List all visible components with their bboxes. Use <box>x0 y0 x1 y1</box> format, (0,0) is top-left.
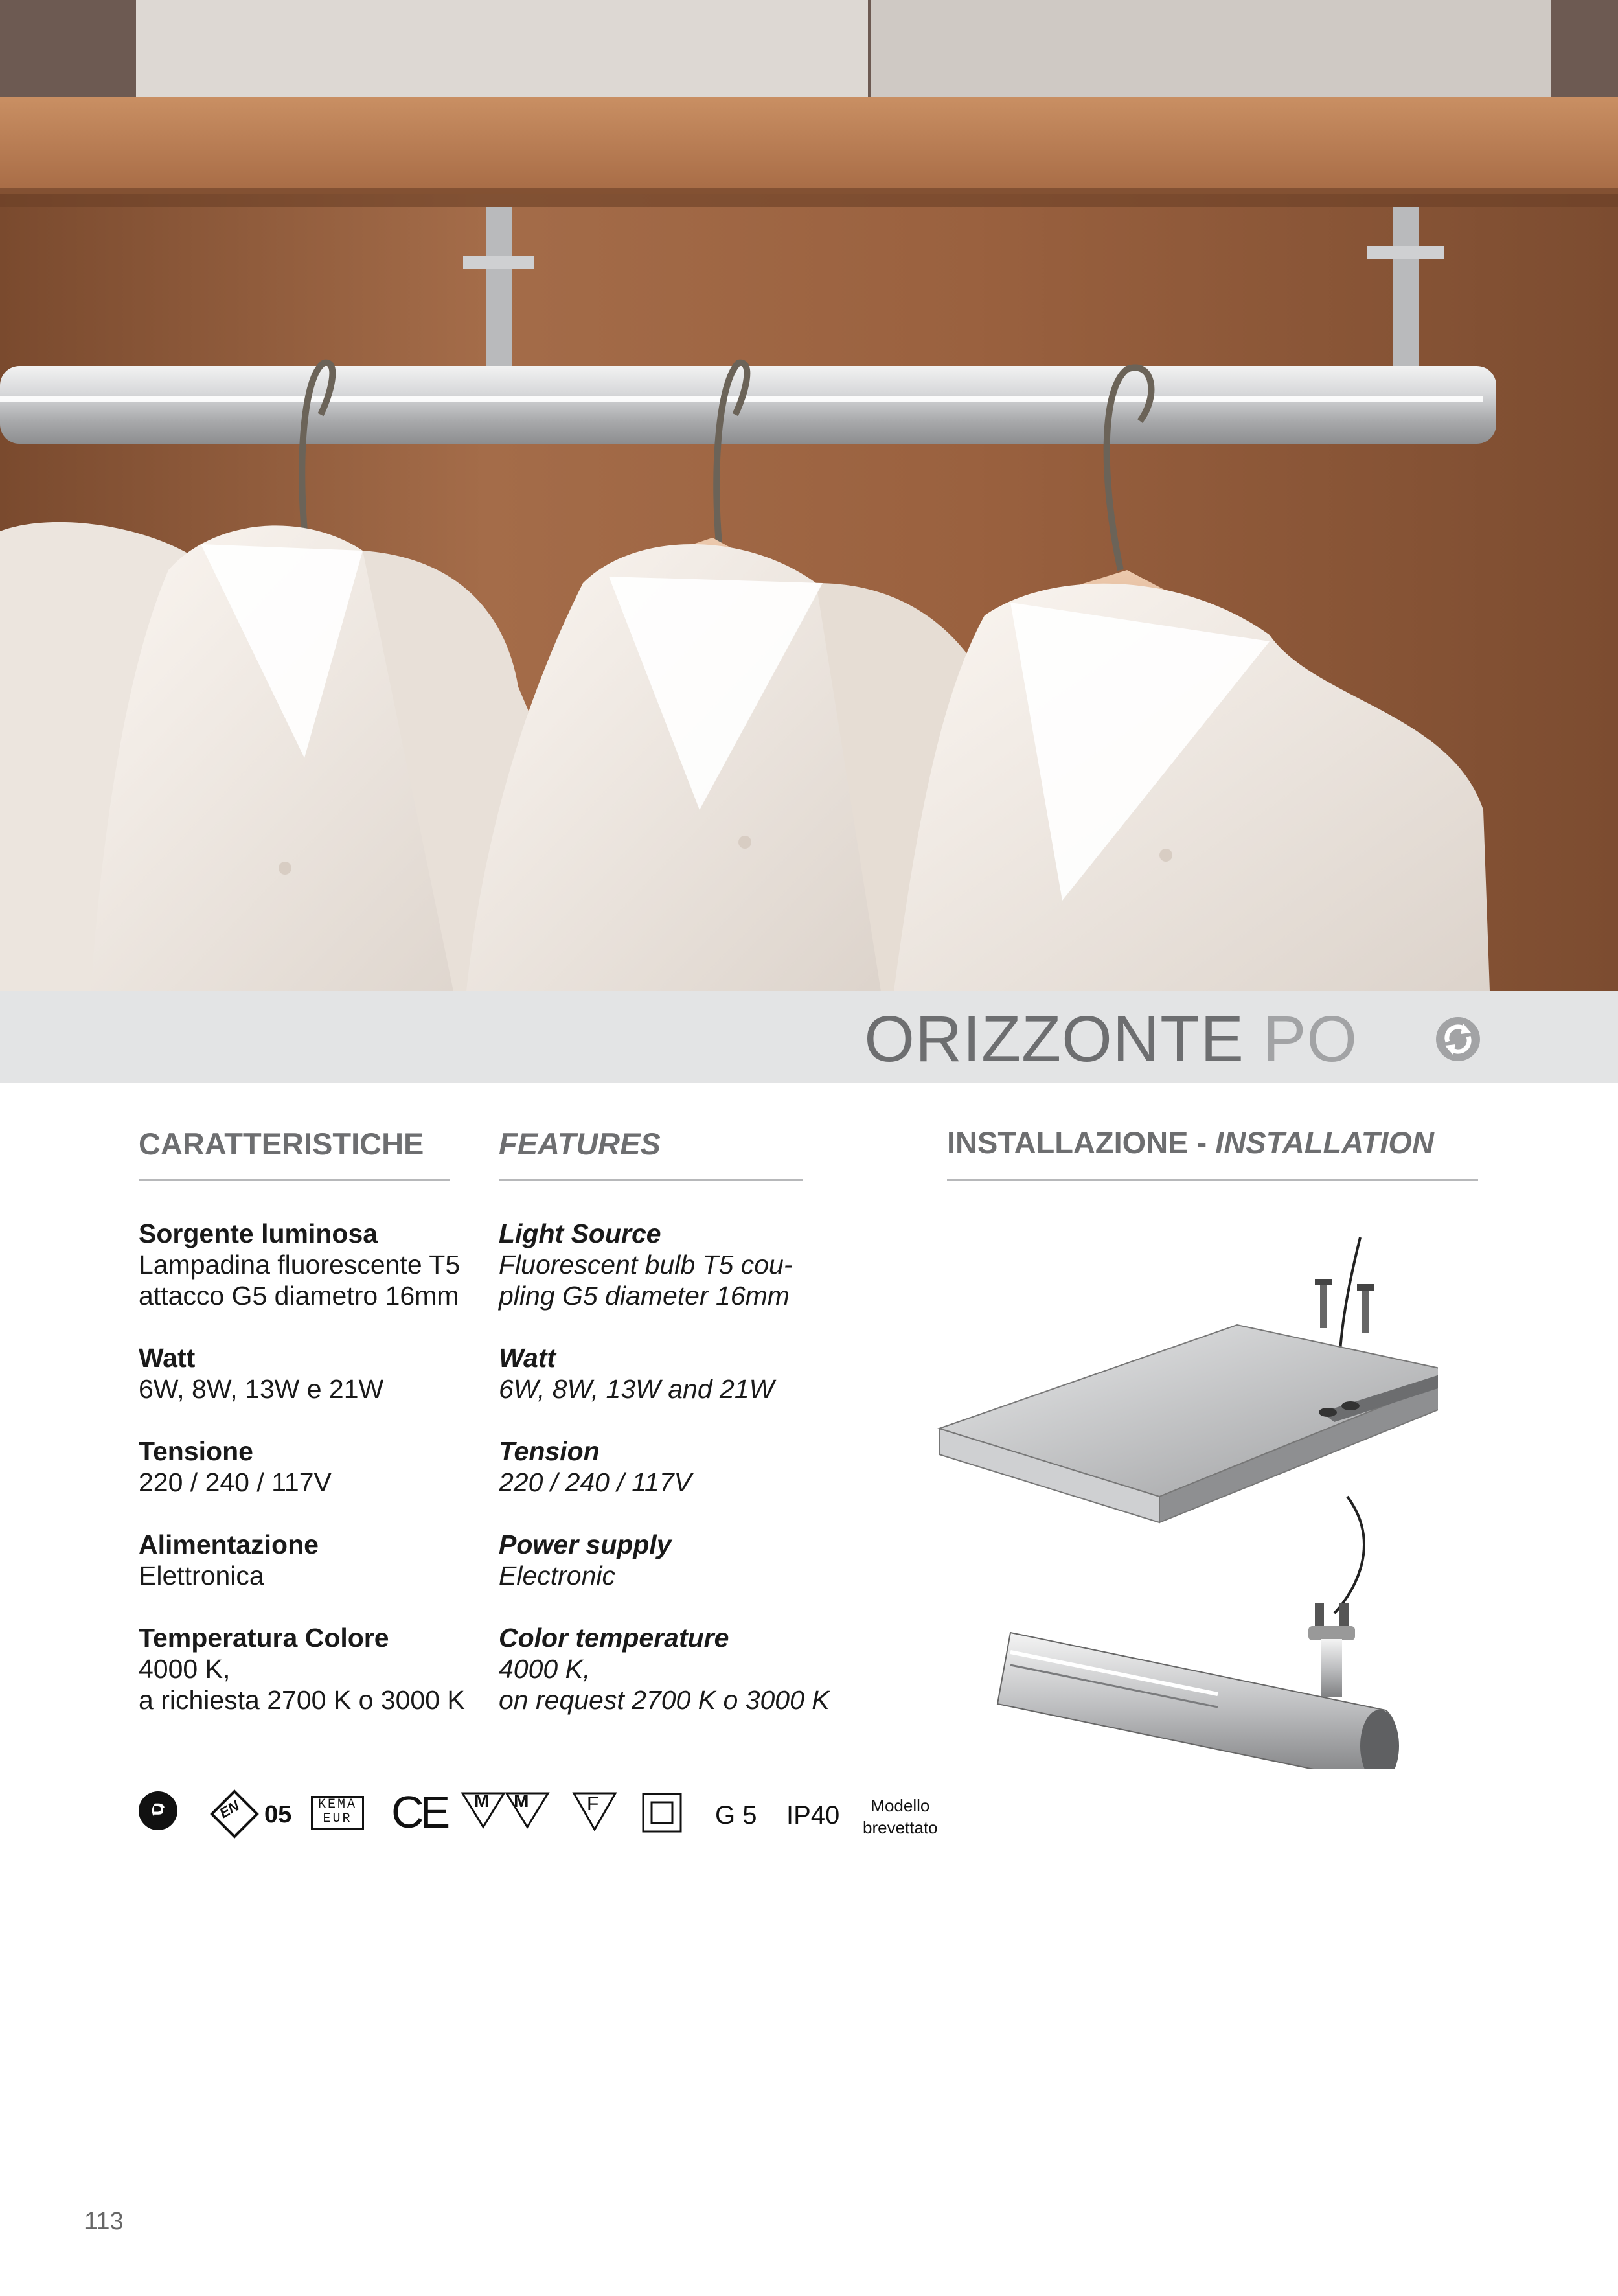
installation-header-en: INSTALLATION <box>1215 1125 1434 1160</box>
spec-label: Temperatura Colore <box>139 1623 389 1653</box>
spec-block <box>139 1342 488 1405</box>
class-ii-icon <box>641 1792 683 1833</box>
spec-value: 6W, 8W, 13W and 21W <box>499 1374 775 1404</box>
spec-label: Tension <box>499 1436 600 1466</box>
characteristics-rule <box>139 1179 450 1181</box>
spec-label: Watt <box>499 1343 556 1373</box>
spec-label: Light Source <box>499 1219 661 1248</box>
ce-mark-icon: CE <box>391 1787 447 1837</box>
kema-mark-icon <box>311 1796 364 1830</box>
spec-value: Electronic <box>499 1561 616 1590</box>
spec-block <box>139 1218 488 1311</box>
svg-text:P: P <box>149 1799 166 1826</box>
screw-icon <box>1357 1284 1374 1333</box>
certifications-row <box>137 1788 979 1840</box>
spec-value: Fluorescent bulb T5 cou- pling G5 diameter 16mm <box>499 1250 793 1311</box>
cycle-icon <box>1435 1016 1481 1062</box>
product-title-suffix: PO <box>1262 1003 1358 1075</box>
hero-photo <box>0 0 1618 991</box>
spec-label: Watt <box>139 1343 196 1373</box>
spec-value: 6W, 8W, 13W e 21W <box>139 1374 384 1404</box>
specs-english <box>499 1218 849 1747</box>
kema-mark-top: KEMA <box>317 1797 357 1812</box>
plug-icon <box>1308 1603 1355 1697</box>
spec-value: Lampadina fluorescente T5 attacco G5 diametro 16mm <box>139 1250 461 1311</box>
spec-label: Alimentazione <box>139 1530 319 1559</box>
spec-block <box>499 1218 849 1311</box>
spec-value: 4000 K, a richiesta 2700 K o 3000 K <box>139 1654 465 1715</box>
screw-icon <box>1315 1279 1332 1328</box>
page-number: 113 <box>84 2208 124 2235</box>
installation-diagram <box>933 1211 1438 1769</box>
socket-type: G 5 <box>715 1801 757 1830</box>
spec-block <box>139 1529 488 1591</box>
f-mark-label: F <box>587 1793 599 1815</box>
gost-mark-icon <box>137 1788 194 1833</box>
features-header: FEATURES <box>499 1127 661 1161</box>
mm-mark-label: M M <box>474 1791 529 1811</box>
spec-value: Elettronica <box>139 1561 264 1590</box>
spec-value: 220 / 240 / 117V <box>139 1467 332 1497</box>
spec-label: Sorgente luminosa <box>139 1219 378 1248</box>
svg-text:EN: EN <box>216 1797 242 1822</box>
installation-rule <box>947 1179 1478 1181</box>
spec-block <box>499 1529 849 1591</box>
wardrobe-illustration <box>0 0 1618 991</box>
patent-note: Modello brevettato <box>863 1796 938 1837</box>
spec-block <box>139 1622 488 1716</box>
spec-label: Tensione <box>139 1436 253 1466</box>
spec-block <box>499 1622 849 1716</box>
spec-value: 220 / 240 / 117V <box>499 1467 692 1497</box>
spec-block <box>499 1342 849 1405</box>
spec-label: Power supply <box>499 1530 672 1559</box>
en-mark-label: 05 <box>264 1801 292 1828</box>
spec-label: Color temperature <box>499 1623 729 1653</box>
kema-mark-bottom: EUR <box>323 1811 352 1826</box>
characteristics-header: CARATTERISTICHE <box>139 1127 424 1161</box>
features-rule <box>499 1179 803 1181</box>
installation-header-it: INSTALLAZIONE - <box>947 1125 1216 1160</box>
specs-italian <box>139 1218 488 1747</box>
spec-block <box>499 1436 849 1498</box>
spec-value: 4000 K, on request 2700 K o 3000 K <box>499 1654 830 1715</box>
installation-header <box>947 1125 1434 1160</box>
ip-rating: IP40 <box>786 1801 840 1830</box>
spec-block <box>139 1436 488 1498</box>
product-title <box>864 1002 1438 1077</box>
product-title-main: ORIZZONTE <box>864 1003 1244 1075</box>
